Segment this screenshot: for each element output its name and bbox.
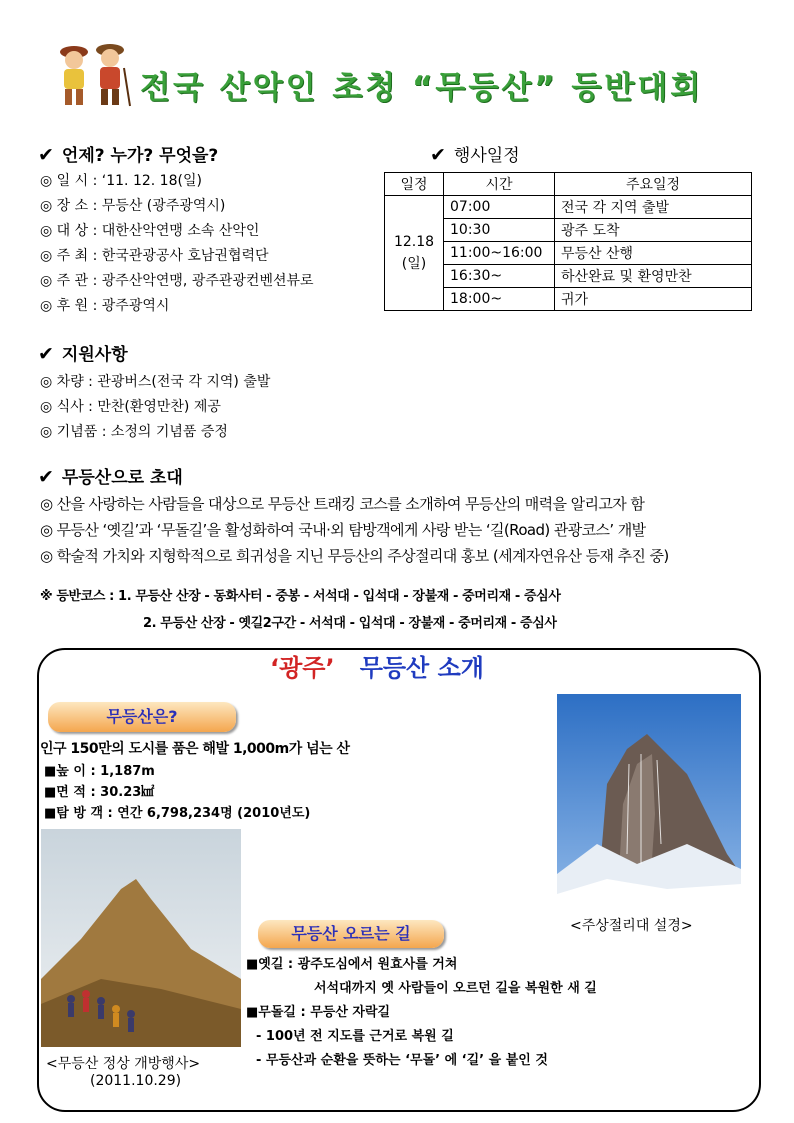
support-item-gift: ◎ 기념품 : 소정의 기념품 증정: [40, 424, 228, 440]
section-heading-when: [38, 141, 218, 166]
checkmark-icon: ✔: [38, 466, 54, 488]
time-cell: 07:00: [444, 196, 555, 219]
road-old: ■옛길 : 광주도심에서 원효사를 거쳐: [246, 957, 458, 972]
course-line-2: 2. 무등산 산장 - 옛길2구간 - 서석대 - 입석대 - 장불재 - 중머리재 - 증심사: [143, 616, 557, 631]
course-line-1: ※ 등반코스 : 1. 무등산 산장 - 동화사터 - 중봉 - 서석대 - 입석대 - 장불재 - 중머리재 - 증심사: [40, 589, 561, 604]
fact-area: ■면 적 : 30.23㎢: [44, 785, 155, 800]
date-line1: 12.18: [393, 234, 435, 250]
schedule-heading-label: 행사일정: [453, 146, 520, 166]
header-time: 시간: [444, 173, 555, 196]
section-heading-support-label: 지원사항: [61, 345, 128, 365]
fact-visitors: ■탐 방 객 : 연간 6,798,234명 (2010년도): [44, 806, 311, 821]
support-item-meal: ◎ 식사 : 만찬(환영만찬) 제공: [40, 399, 221, 415]
invite-item-2: ◎ 무등산 ‘옛길’과 ‘무돌길’을 활성화하여 국내·외 탐방객에게 사랑 받는 ‘길(Road) 관광코스’ 개발: [40, 521, 646, 539]
when-item-sponsor: ◎ 후 원 : 광주광역시: [40, 298, 170, 314]
when-list: [40, 171, 314, 321]
cliff-snow-photo: [557, 694, 741, 906]
support-item-vehicle: ◎ 차량 : 관광버스(전국 각 지역) 출발: [40, 374, 271, 390]
summit-hikers-photo: [41, 829, 241, 1047]
header-event: 주요일정: [555, 173, 752, 196]
event-cell: 무등산 산행: [555, 242, 752, 265]
roads-list: [246, 953, 597, 1073]
schedule-header-row: [385, 173, 752, 196]
table-row: [385, 196, 752, 219]
road-old-desc: 서석대까지 옛 사람들이 오르던 길을 복원한 새 길: [314, 981, 597, 996]
checkmark-icon: ✔: [38, 144, 54, 166]
page-title: 전국 산악인 초청 “무등산” 등반대회: [140, 70, 704, 106]
invite-item-1: ◎ 산을 사랑하는 사람들을 대상으로 무등산 트래킹 코스를 소개하여 무등산의 매력을 알리고자 함: [40, 495, 645, 513]
section-heading-support: [38, 340, 128, 365]
when-item-host: ◎ 주 최 : 한국관광공사 호남권협력단: [40, 248, 269, 264]
when-item-organizer: ◎ 주 관 : 광주산악연맹, 광주관광컨벤션뷰로: [40, 273, 314, 289]
date-cell: [385, 196, 444, 311]
road-mudol-desc2: - 무등산과 순환을 뜻하는 ‘무돌’ 에 ‘길’ 을 붙인 것: [256, 1053, 548, 1068]
invite-list: [40, 494, 669, 572]
schedule-table: [384, 172, 752, 311]
header-date: 일정: [385, 173, 444, 196]
event-cell: 귀가: [555, 288, 752, 311]
section-heading-invite: [38, 463, 183, 488]
cliff-photo-caption: <주상절리대 설경>: [570, 918, 693, 934]
intro-title: [270, 648, 484, 683]
summit-photo-caption: <무등산 정상 개방행사>: [46, 1056, 201, 1072]
intro-title-quote: ‘광주’: [270, 654, 335, 682]
time-cell: 18:00~: [444, 288, 555, 311]
event-cell: 하산완료 및 환영만찬: [555, 265, 752, 288]
intro-title-rest: 무등산 소개: [359, 654, 484, 682]
section-heading-when-label: 언제? 누가? 무엇을?: [61, 146, 219, 166]
time-cell: 11:00~16:00: [444, 242, 555, 265]
date-line2: (일): [401, 256, 427, 272]
checkmark-icon: ✔: [430, 144, 446, 166]
facts-list: [44, 760, 310, 823]
when-item-target: ◎ 대 상 : 대한산악연맹 소속 산악인: [40, 223, 260, 239]
road-mudol-desc1: - 100년 전 지도를 근거로 복원 길: [256, 1029, 454, 1044]
road-mudol: ■무돌길 : 무등산 자락길: [246, 1005, 391, 1020]
schedule-heading: [430, 141, 520, 166]
hikers-illustration: [52, 38, 136, 108]
when-item-date: ◎ 일 시 : ‘11. 12. 18(일): [40, 173, 202, 189]
event-cell: 전국 각 지역 출발: [555, 196, 752, 219]
invite-item-3: ◎ 학술적 가치와 지형학적으로 희귀성을 지닌 무등산의 주상절리대 홍보 (세계자연유산 등재 추진 중): [40, 547, 669, 565]
summit-photo-date: (2011.10.29): [90, 1073, 182, 1089]
when-item-place: ◎ 장 소 : 무등산 (광주광역시): [40, 198, 226, 214]
support-list: [40, 372, 270, 447]
intro-pill-mudeungsan: 무등산은?: [48, 702, 236, 732]
section-heading-invite-label: 무등산으로 초대: [61, 468, 183, 488]
time-cell: 10:30: [444, 219, 555, 242]
event-cell: 광주 도착: [555, 219, 752, 242]
time-cell: 16:30~: [444, 265, 555, 288]
fact-height: ■높 이 : 1,187m: [44, 764, 155, 779]
intro-headline: 인구 150만의 도시를 품은 해발 1,000m가 넘는 산: [40, 741, 350, 757]
checkmark-icon: ✔: [38, 343, 54, 365]
intro-pill-trail: 무등산 오르는 길: [258, 920, 444, 948]
